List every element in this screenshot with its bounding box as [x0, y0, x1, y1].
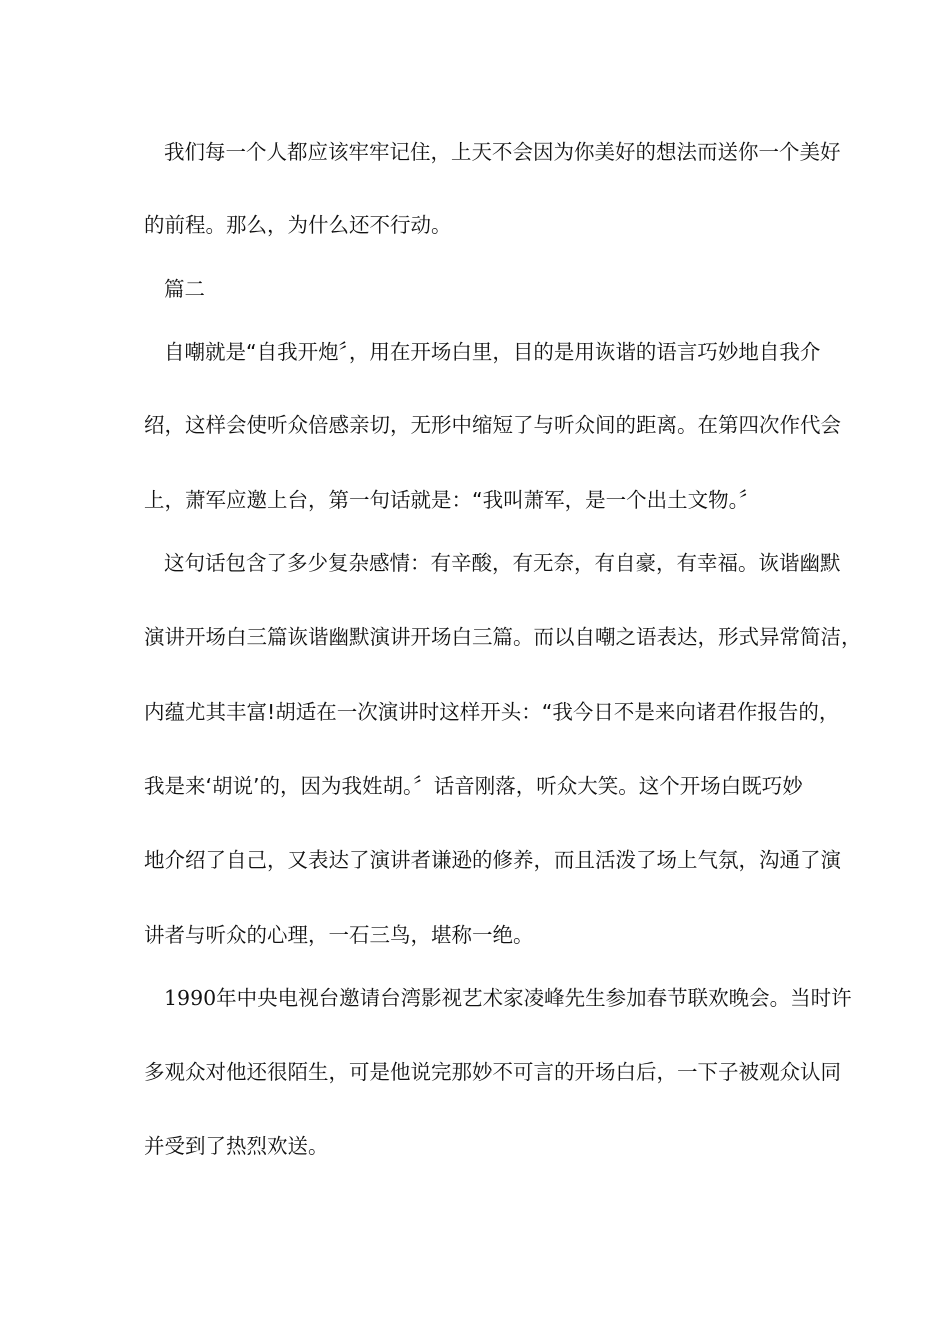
- paragraph-2-line-1: 自嘲就是“自我开炮〞，用在开场白里，目的是用诙谐的语言巧妙地自我介: [164, 340, 821, 364]
- paragraph-2-line-3: 上，萧军应邀上台，第一句话就是：“我叫萧军，是一个出土文物。〞: [144, 488, 760, 512]
- paragraph-3-line-5: 地介绍了自己，又表达了演讲者谦逊的修养，而且活泼了场上气氛，沟通了演: [144, 848, 841, 872]
- paragraph-1-line-1: 我们每一个人都应该牢牢记住，上天不会因为你美好的想法而送你一个美好: [164, 140, 841, 164]
- paragraph-3-line-3: 内蕴尤其丰富!胡适在一次演讲时这样开头：“我今日不是来向诸君作报告的，: [144, 700, 840, 724]
- paragraph-1-line-2: 的前程。那么，为什么还不行动。: [144, 213, 452, 237]
- paragraph-4-line-3: 并受到了热烈欢送。: [144, 1134, 329, 1158]
- paragraph-3-line-1: 这句话包含了多少复杂感情：有辛酸，有无奈，有自豪，有幸福。诙谐幽默: [164, 551, 841, 575]
- paragraph-2-line-2: 绍，这样会使听众倍感亲切，无形中缩短了与听众间的距离。在第四次作代会: [144, 413, 841, 437]
- section-heading: 篇二: [164, 277, 205, 301]
- paragraph-4-line-1-text: 年中央电视台邀请台湾影视艺术家凌峰先生参加春节联欢晚会。当时许: [216, 986, 852, 1010]
- paragraph-3-line-6: 讲者与听众的心理，一石三鸟，堪称一绝。: [144, 923, 534, 947]
- paragraph-4-line-1: [164, 985, 852, 1011]
- paragraph-4-line-2: 多观众对他还很陌生，可是他说完那妙不可言的开场白后，一下子被观众认同: [144, 1060, 841, 1084]
- paragraph-3-line-4: 我是来‘胡说’的，因为我姓胡。〞话音刚落，听众大笑。这个开场白既巧妙: [144, 774, 803, 798]
- paragraph-4-year: 1990: [164, 986, 217, 1010]
- paragraph-3-line-2: 演讲开场白三篇诙谐幽默演讲开场白三篇。而以自嘲之语表达，形式异常简洁，: [144, 625, 862, 649]
